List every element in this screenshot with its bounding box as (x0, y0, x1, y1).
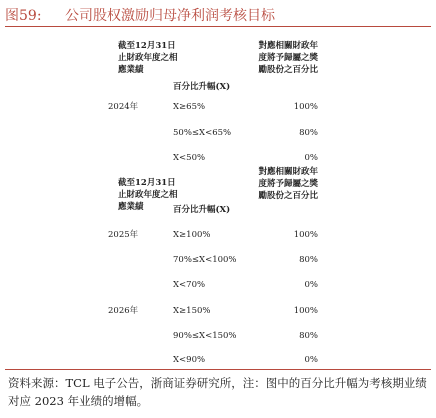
figure-title: 公司股权激励归母净利润考核目标 (65, 8, 275, 24)
footer-divider (5, 369, 431, 370)
ratio-cell: 0% (304, 153, 318, 163)
header-period-1: 截至12月31日止財政年度之相應業績 (118, 41, 178, 75)
figure-title-bar (5, 3, 431, 27)
ratio-cell: 100% (293, 230, 318, 240)
header-period-2: 截至12月31日止財政年度之相應業績 (118, 178, 178, 212)
year-2024: 2024年 (108, 102, 139, 112)
ratio-cell: 80% (299, 255, 318, 265)
ratio-cell: 80% (299, 128, 318, 138)
header-range-1: 百分比升幅(X) (173, 82, 231, 92)
ratio-cell: 0% (304, 355, 318, 365)
ratio-cell: 100% (293, 306, 318, 316)
range-cell: X<90% (173, 355, 206, 365)
source-note: 资料来源：TCL 电子公告，浙商证券研究所，注：图中的百分比升幅为考核期业绩对应 2023 年业绩的增幅。 (8, 376, 427, 408)
header-range-2: 百分比升幅(X) (173, 205, 231, 215)
ratio-cell: 0% (304, 280, 318, 290)
year-2025: 2025年 (108, 230, 139, 240)
range-cell: X≥65% (173, 102, 206, 112)
range-cell: 90%≤X<150% (173, 331, 237, 341)
range-cell: X≥150% (173, 306, 211, 316)
figure-number: 图59: (5, 8, 42, 24)
range-cell: X<50% (173, 153, 206, 163)
ratio-cell: 80% (299, 331, 318, 341)
header-ratio-2: 對應相關財政年度將予歸屬之獎勵股份之百分比 (258, 167, 318, 201)
ratio-cell: 100% (293, 102, 318, 112)
range-cell: X<70% (173, 280, 206, 290)
range-cell: 70%≤X<100% (173, 255, 237, 265)
year-2026: 2026年 (108, 306, 139, 316)
range-cell: 50%≤X<65% (173, 128, 232, 138)
header-ratio-1: 對應相關財政年度將予歸屬之獎勵股份之百分比 (258, 41, 318, 75)
range-cell: X≥100% (173, 230, 211, 240)
